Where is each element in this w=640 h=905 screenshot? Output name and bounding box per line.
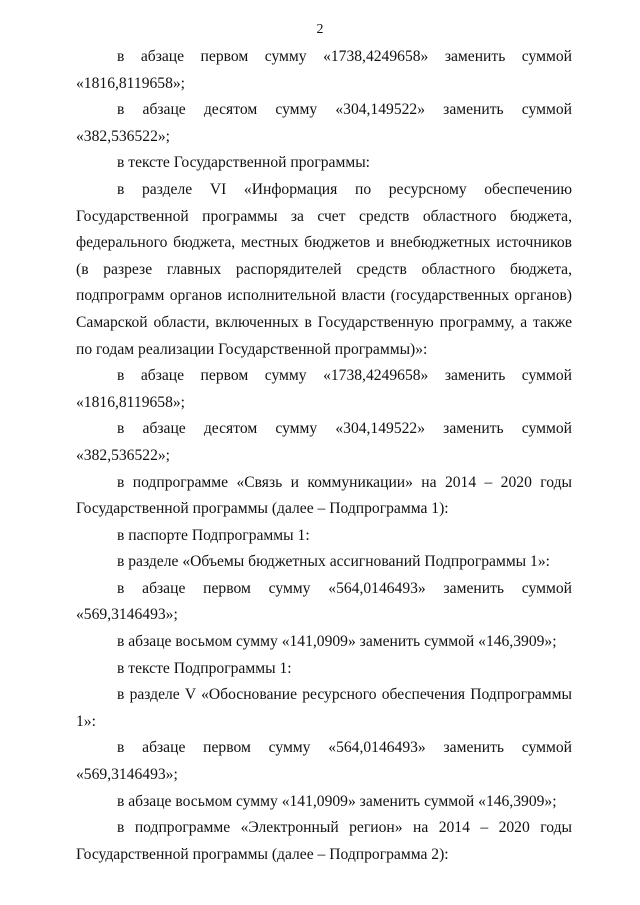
paragraph: в подпрограмме «Связь и коммуникации» на 2014 – 2020 годы Государственной программы (далее – Подпрограмма 1): (76, 473, 572, 518)
paragraph: в абзаце первом сумму «564,0146493» заменить суммой «569,3146493»; (76, 579, 572, 624)
document-body (76, 44, 572, 868)
paragraph: в паспорте Подпрограммы 1: (117, 526, 310, 544)
paragraph: в разделе V «Обоснование ресурсного обеспечения Подпрограммы 1»: (76, 686, 572, 730)
paragraph: в абзаце десятом сумму «304,149522» заменить суммой «382,536522»; (76, 420, 572, 464)
paragraph: в тексте Государственной программы: (117, 154, 371, 172)
paragraph: в тексте Подпрограммы 1: (117, 659, 292, 677)
paragraph: в абзаце десятом сумму «304,149522» заменить суммой «382,536522»; (76, 101, 572, 145)
page-number: 2 (316, 22, 324, 37)
paragraph: в абзаце первом сумму «1738,4249658» заменить суммой «1816,8119658»; (76, 367, 572, 411)
paragraph: в абзаце первом сумму «564,0146493» заменить суммой «569,3146493»; (76, 739, 572, 784)
paragraph: в абзаце первом сумму «1738,4249658» заменить суммой «1816,8119658»; (76, 48, 572, 92)
paragraph: в разделе VI «Информация по ресурсному обеспечению Государственной программы за счет средств областного бюджета, федерального бюджета, местных бюджетов и внебюджетных источников (в разрезе главных распорядителей средств областного бюджета, подпрограмм органов исполнительной власти (государственных органов) Самарской области, включенных в Государственную программу, а также по годам реализации Государственной программы)»: (76, 180, 572, 358)
paragraph: в подпрограмме «Электронный регион» на 2014 – 2020 годы Государственной программы (далее – Подпрограмма 2): (76, 819, 572, 863)
paragraph: в абзаце восьмом сумму «141,0909» заменить суммой «146,3909»; (117, 633, 557, 651)
paragraph: в разделе «Объемы бюджетных ассигнований Подпрограммы 1»: (117, 553, 550, 571)
paragraph: в абзаце восьмом сумму «141,0909» заменить суммой «146,3909»; (117, 792, 557, 810)
